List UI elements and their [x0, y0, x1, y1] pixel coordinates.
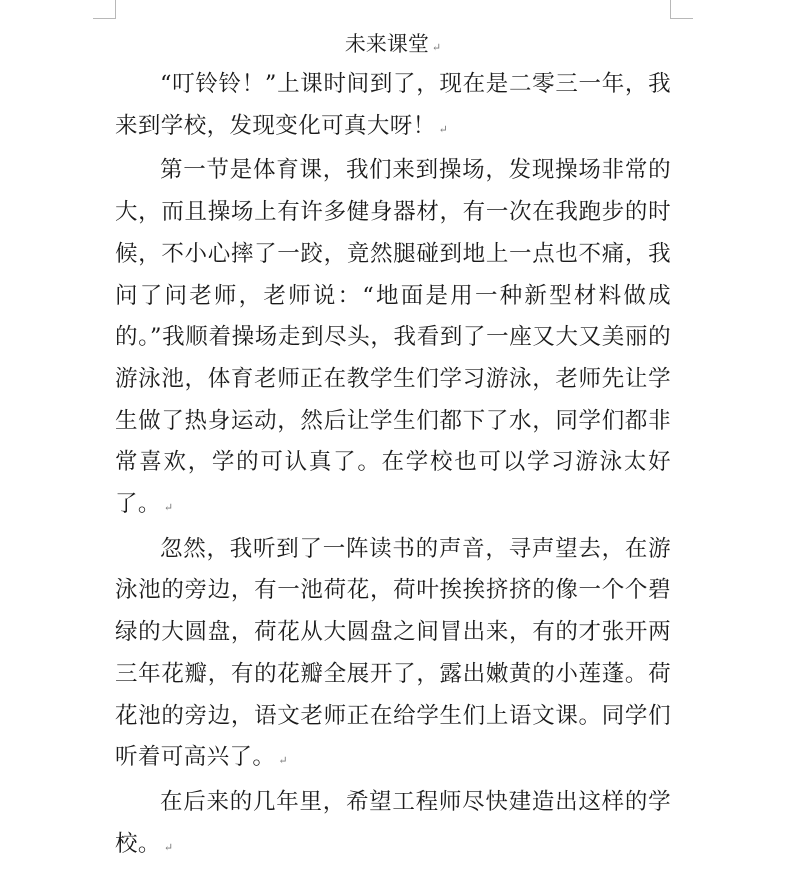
page-corner-mark-left: [93, 0, 116, 19]
paragraph-2: [115, 150, 671, 528]
page-corner-mark-right: [670, 0, 693, 19]
paragraph-text: 在后来的几年里，希望工程师尽快建造出这样的学校。: [115, 788, 671, 857]
paragraph-mark-icon: ↵: [163, 501, 174, 515]
document-page: [115, 24, 671, 868]
paragraph-3: [115, 529, 671, 782]
paragraph-mark-icon: ↵: [438, 122, 448, 136]
paragraph-mark-icon: ↵: [278, 754, 288, 768]
paragraph-mark-icon: ↵: [163, 840, 174, 854]
paragraph-text: 忽然，我听到了一阵读书的声音，寻声望去，在游泳池的旁边，有一池荷花，荷叶挨挨挤挤的像一个个碧绿的大圆盘，荷花从大圆盘之间冒出来，有的才张开两三年花瓣，有的花瓣全展开了，露出嫩黄的小莲蓬。荷花池的旁边，语文老师正在给学生们上语文课。同学们听着可高兴了。: [115, 535, 671, 771]
paragraph-1: [115, 64, 671, 150]
paragraph-text: 第一节是体育课，我们来到操场，发现操场非常的大，而且操场上有许多健身器材，有一次在我跑步的时候，不小心摔了一跤，竟然腿碰到地上一点也不痛，我问了问老师，老师说：“地面是用一种新型材料做成的。”我顺着操场走到尽头，我看到了一座又大又美丽的游泳池，体育老师正在教学生们学习游泳，老师先让学生做了热身运动，然后让学生们都下了水，同学们都非常喜欢，学的可认真了。在学校也可以学习游泳太好了。: [115, 157, 671, 518]
paragraph-text: “叮铃铃！”上课时间到了，现在是二零三一年，我来到学校，发现变化可真大呀！: [115, 71, 671, 139]
document-title: [115, 24, 671, 64]
paragraph-4: [115, 782, 671, 868]
paragraph-mark-icon: ↵: [431, 41, 442, 54]
document-title-text: 未来课堂: [344, 32, 429, 56]
